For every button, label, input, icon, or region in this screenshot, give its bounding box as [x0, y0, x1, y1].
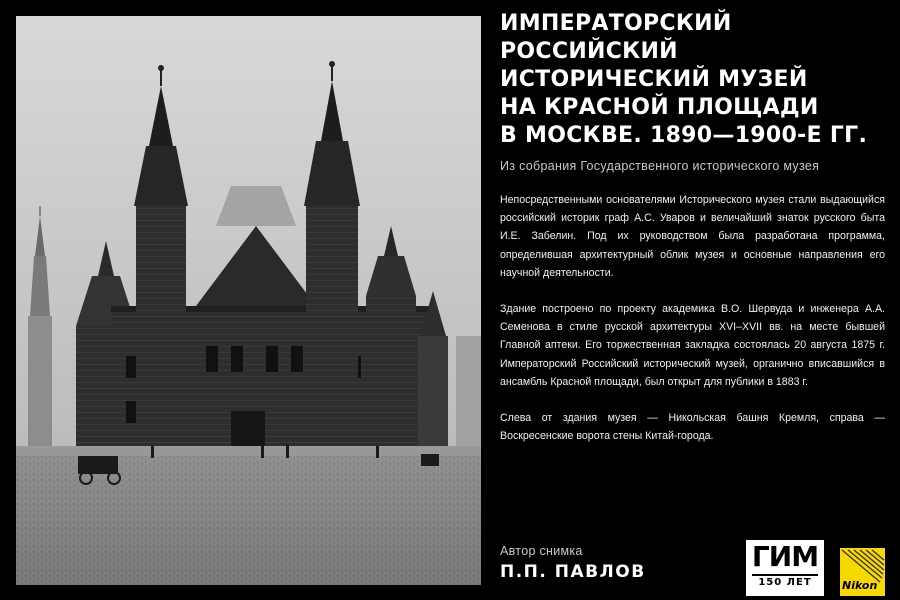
page-title: ИМПЕРАТОРСКИЙ РОССИЙСКИЙ ИСТОРИЧЕСКИЙ МУЗЕЙ НА КРАСНОЙ ПЛОЩАДИ В МОСКВЕ. 1890—1900-Е ГГ.: [500, 11, 868, 148]
page-subtitle: Из собрания Государственного исторического музея: [500, 159, 820, 173]
text-panel: [500, 10, 885, 590]
gim-logo-anniversary: 150 ЛЕТ: [752, 574, 818, 590]
paragraph: Непосредственными основателями Исторического музея стали выдающийся российский историк граф А.С. Уваров и величайший знаток русского быта И.Е. Забелин. Под их руководством была разработана программа, определившая архитектурный облик музея и основные направления его научной деятельности.: [500, 194, 885, 279]
gim-logo-text: ГИМ: [751, 540, 819, 573]
gim-logo: [746, 540, 824, 596]
nikon-logo-text: Nikon: [842, 579, 878, 592]
museum-photo: [16, 16, 481, 585]
description: [500, 191, 885, 445]
author-credit: [500, 544, 646, 582]
author-label: Автор снимка: [500, 544, 583, 558]
author-name: П.П. ПАВЛОВ: [500, 562, 646, 582]
paragraph: Здание построено по проекту академика В.О. Шервуда и инженера А.А. Семенова в стиле русской архитектуры XVI–XVII вв. на месте бывшей Главной аптеки. Его торжественная закладка состоялась 20 августа 1875 г. Императорский Российский исторический музей, органично вписавшийся в ансамбль Красной площади, был открыт для публики в 1883 г.: [500, 303, 885, 388]
historical-museum-illustration: [16, 16, 481, 585]
paragraph: Слева от здания музея — Никольская башня Кремля, справа — Воскресенские ворота стены Китай-города.: [500, 412, 885, 443]
nikon-logo: [840, 548, 885, 596]
